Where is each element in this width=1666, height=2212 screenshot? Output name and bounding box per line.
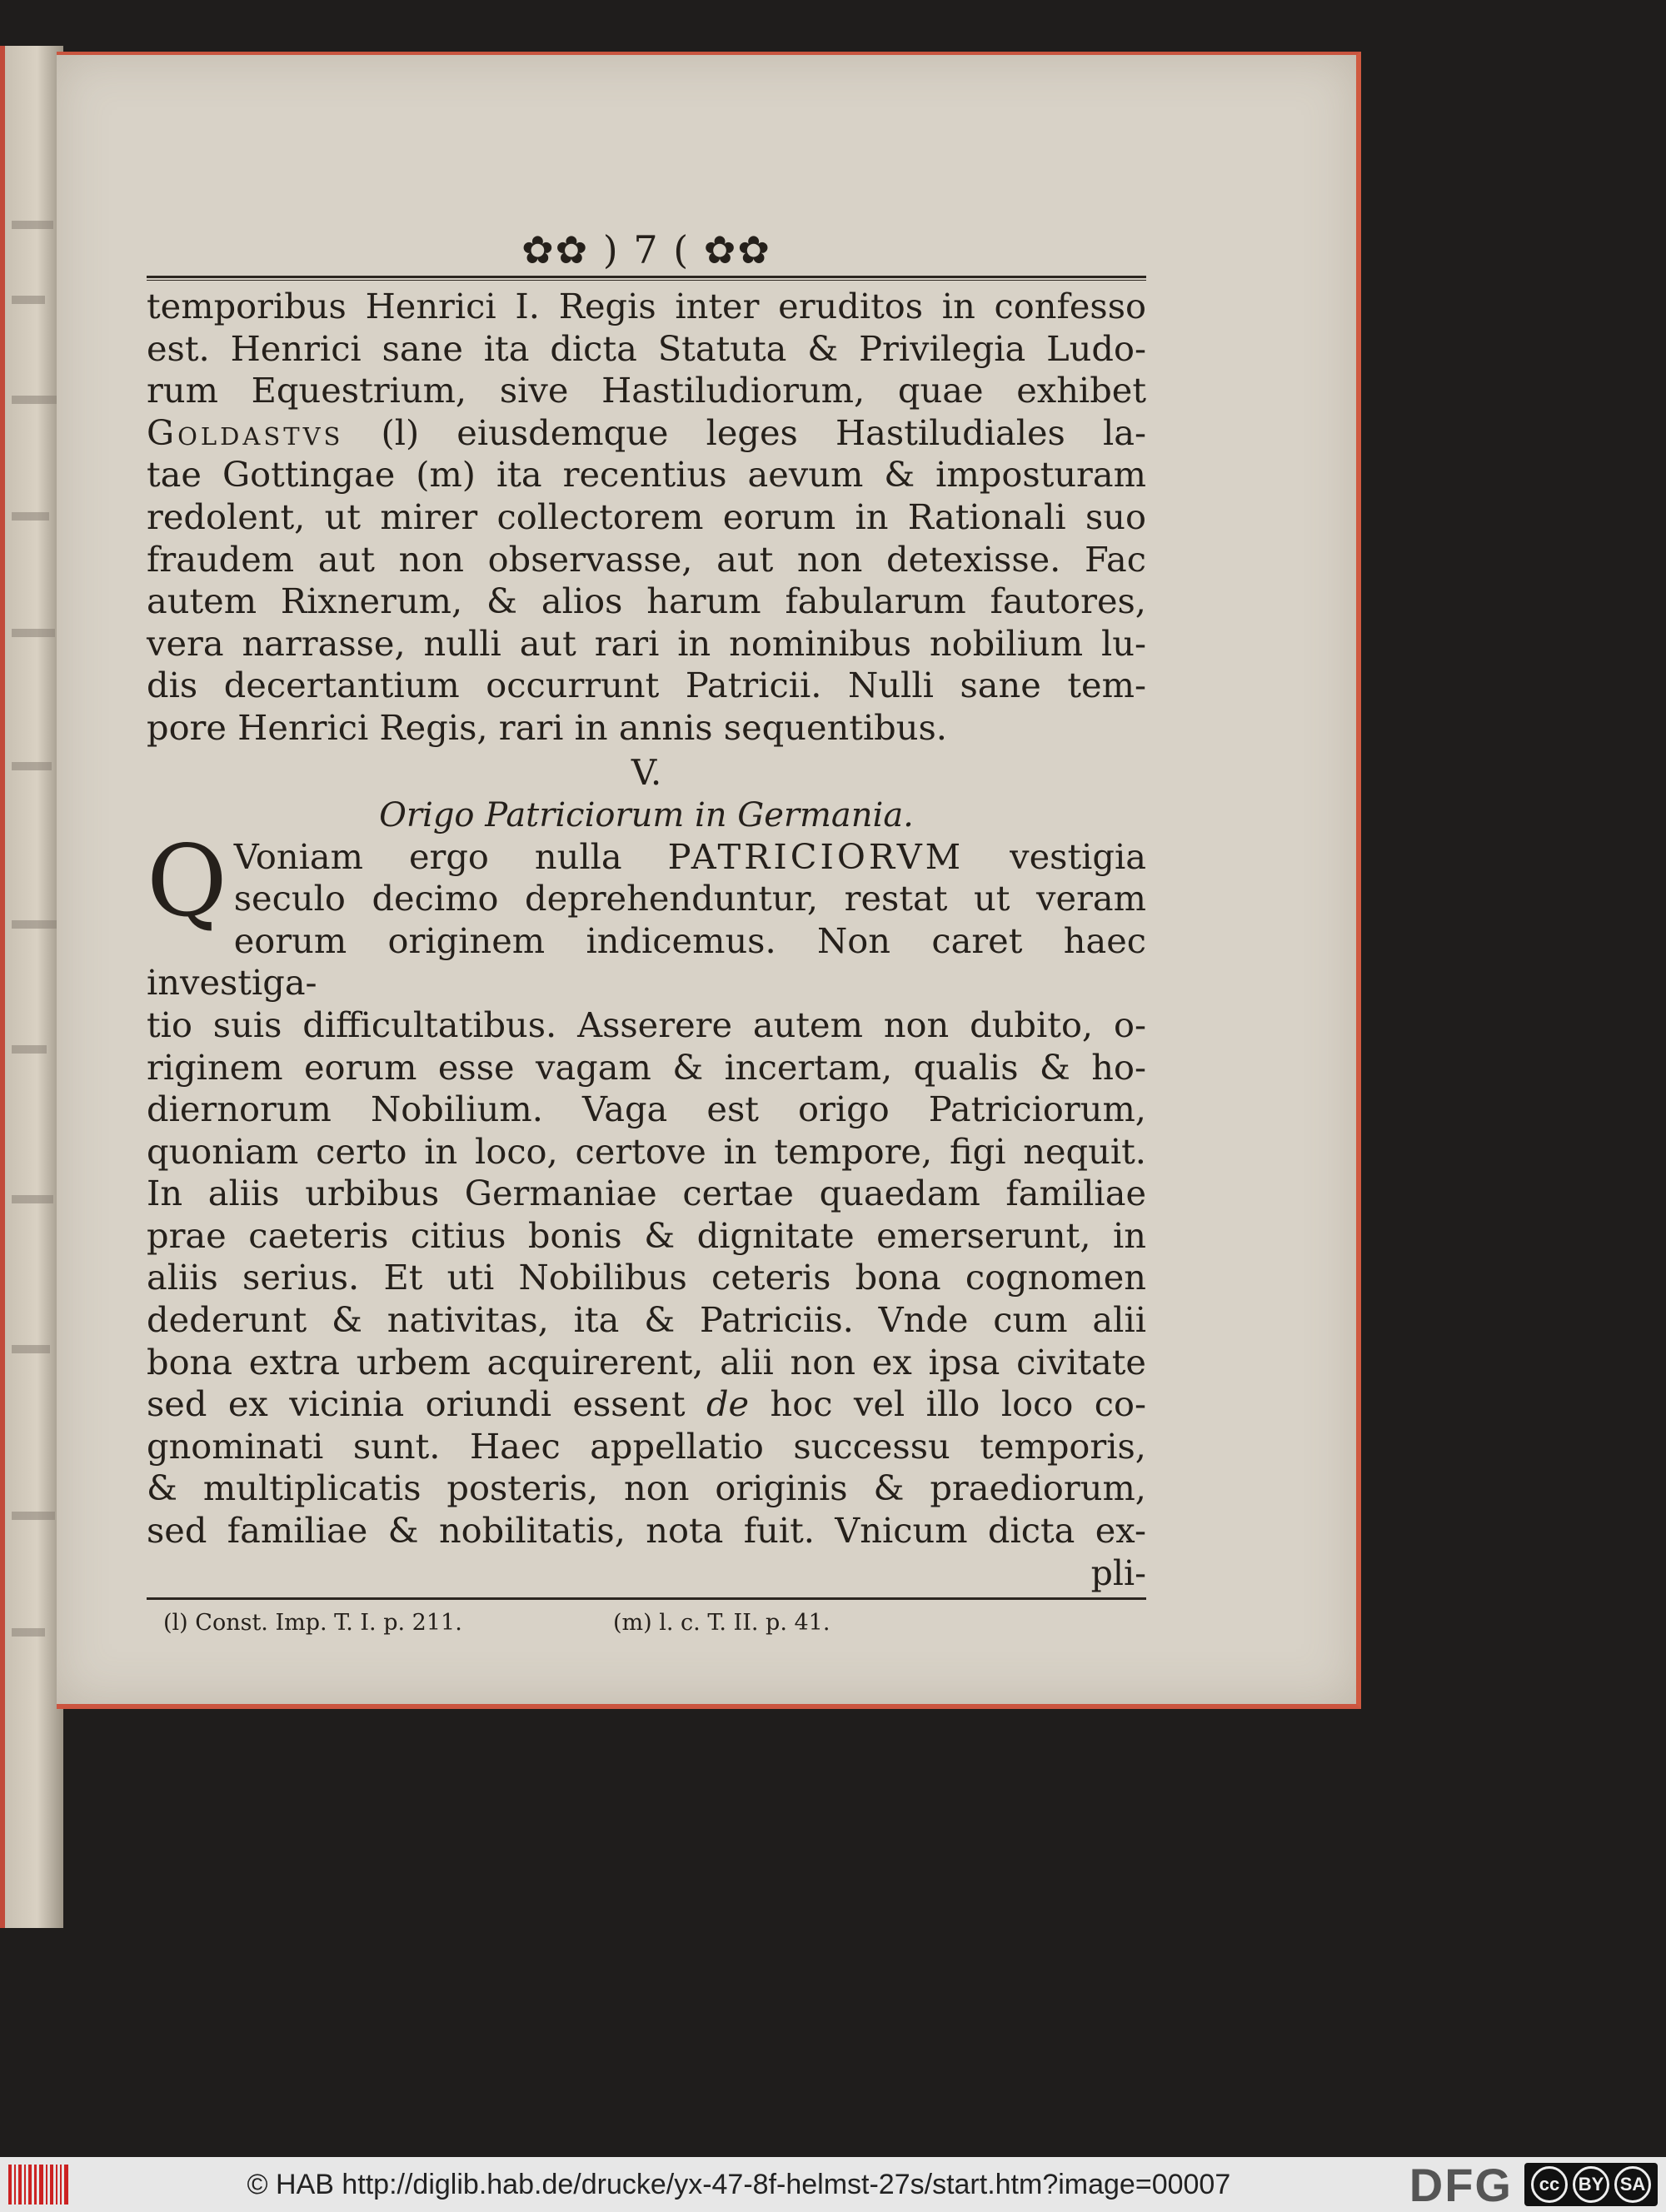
prev-page-text-line: [12, 396, 57, 404]
section-number: V.: [631, 751, 662, 793]
patriciorum-caps: PATRICIORVM: [667, 835, 965, 877]
prev-page-text-line: [12, 920, 57, 929]
source-url-link[interactable]: © HAB http://diglib.hab.de/drucke/yx-47-8f-helmst-27s/start.htm?image=00007: [247, 2168, 1231, 2200]
section-title: Origo Patriciorum in Germania.: [379, 795, 914, 834]
barcode-icon: [8, 2165, 68, 2205]
text-line: diernorum Nobilium. Vaga est origo Patriciorum,: [147, 1089, 1146, 1130]
previous-page-edge: [0, 46, 63, 1928]
prev-page-text-line: [12, 762, 52, 770]
text-line: temporibus Henrici I. Regis inter eruditos in confesso: [147, 286, 1146, 326]
viewer-footer-bar: [0, 2157, 1666, 2212]
prev-page-text-line: [12, 512, 49, 521]
text-line: redolent, ut mirer collectorem eorum in Rationali suo: [147, 496, 1146, 537]
drop-cap: Q: [147, 823, 227, 939]
text-line: [147, 836, 1146, 879]
text-line: seculo decimo deprehenduntur, restat ut veram: [233, 878, 1146, 919]
text-line: est. Henrici sane ita dicta Statuta & Privilegia Ludo-: [147, 327, 1146, 369]
page-content: [147, 226, 1146, 1638]
text-line: gnominati sunt. Haec appellatio successu temporis,: [147, 1425, 1146, 1467]
prev-page-text-line: [12, 296, 45, 304]
book-page: [57, 52, 1361, 1709]
prev-page-text-line: [12, 221, 53, 229]
footnote-m: (m) l. c. T. II. p. 41.: [613, 1609, 831, 1636]
text-line: pore Henrici Regis, rari in annis sequentibus.: [147, 706, 947, 748]
header-rule: [147, 276, 1146, 281]
by-icon: BY: [1573, 2166, 1609, 2203]
text-line: quoniam certo in loco, certove in tempore, figi nequit.: [147, 1130, 1146, 1172]
text-fragment: sed ex vicinia oriundi essent: [147, 1383, 686, 1425]
prev-page-text-line: [12, 1345, 50, 1353]
page-header: ✿✿ ) 7 ( ✿✿: [521, 227, 771, 272]
prev-page-text-line: [12, 1045, 47, 1054]
footnote-rule: [147, 1597, 1146, 1600]
cc-icon: cc: [1531, 2166, 1568, 2203]
text-line: riginem eorum esse vagam & incertam, qualis & ho-: [147, 1046, 1146, 1088]
italic-de: de: [706, 1383, 750, 1425]
footnotes: [147, 1608, 1146, 1638]
text-line: [147, 412, 1146, 455]
dfg-logo[interactable]: DFG: [1409, 2158, 1513, 2211]
body-text: [147, 286, 1146, 1594]
text-line: In aliis urbibus Germaniae certae quaedam familiae: [147, 1173, 1146, 1214]
text-line: aliis serius. Et uti Nobilibus ceteris bona cognomen: [147, 1257, 1146, 1298]
text-fragment: hoc vel illo loco co-: [770, 1383, 1146, 1425]
text-line-rest: (l) eiusdemque leges Hastiludiales la-: [381, 411, 1146, 453]
text-line: dederunt & nativitas, ita & Patriciis. Vnde cum alii: [147, 1299, 1146, 1341]
text-line: dis decertantium occurrunt Patricii. Nulli sane tem-: [147, 665, 1146, 706]
prev-page-text-line: [12, 1628, 45, 1637]
text-line: [147, 1383, 1146, 1426]
text-line: autem Rixnerum, & alios harum fabularum fautores,: [147, 580, 1146, 622]
license-badge[interactable]: [1524, 2163, 1658, 2206]
catchword: pli-: [1090, 1552, 1146, 1593]
sa-icon: SA: [1614, 2166, 1651, 2203]
prev-page-text-line: [12, 1195, 53, 1203]
text-line: vera narrasse, nulli aut rari in nominibus nobilium lu-: [147, 622, 1146, 664]
text-fragment: vestigia: [1010, 835, 1146, 877]
text-line: bona extra urbem acquirerent, alii non ex ipsa civitate: [147, 1341, 1146, 1382]
text-line: eorum originem indicemus. Non caret haec investiga-: [147, 919, 1146, 1004]
text-line: sed familiae & nobilitatis, nota fuit. Vnicum dicta ex-: [147, 1510, 1146, 1552]
text-line: tio suis difficultatibus. Asserere autem non dubito, o-: [147, 1004, 1146, 1045]
text-line: tae Gottingae (m) ita recentius aevum & imposturam: [147, 454, 1146, 496]
prev-page-text-line: [12, 1512, 55, 1520]
text-line: & multiplicatis posteris, non originis & praediorum,: [147, 1467, 1146, 1509]
footnote-l: (l) Const. Imp. T. I. p. 211.: [163, 1609, 462, 1636]
author-name-goldastus: Goldastvs: [147, 411, 344, 453]
text-line: prae caeteris citius bonis & dignitate emerserunt, in: [147, 1214, 1146, 1256]
text-fragment: Voniam ergo nulla: [233, 835, 622, 877]
prev-page-text-line: [12, 629, 55, 637]
text-line: rum Equestrium, sive Hastiludiorum, quae exhibet: [147, 370, 1146, 411]
text-line: fraudem aut non observasse, aut non detexisse. Fac: [147, 538, 1146, 580]
